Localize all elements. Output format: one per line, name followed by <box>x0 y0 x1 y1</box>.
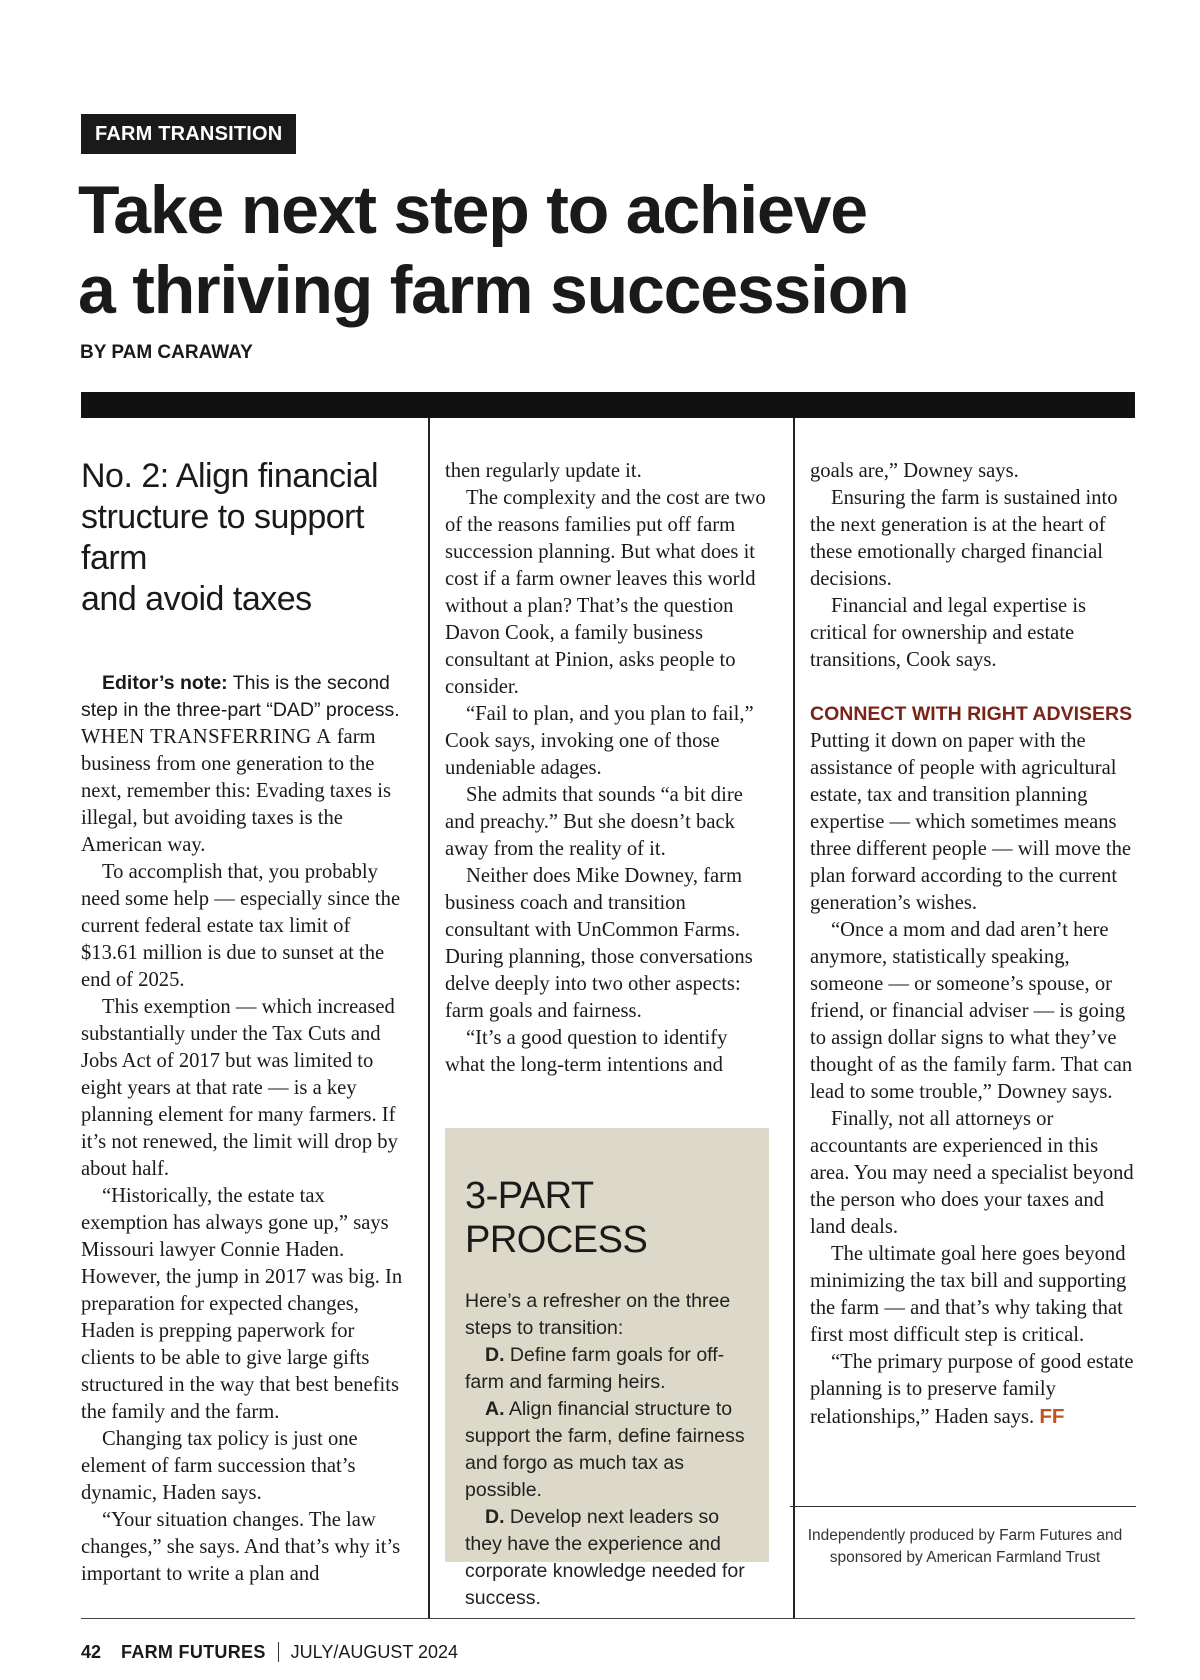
byline: BY PAM CARAWAY <box>80 342 253 363</box>
article-column-2 <box>445 458 771 1079</box>
process-sidebar <box>445 1128 769 1609</box>
body-paragraph: Neither does Mike Downey, farm business coach and transition consultant with UnCommon Farms. During planning, those conversations delve deeply into two other aspects: farm goals and fairness. <box>445 865 753 1022</box>
body-paragraph: “Your situation changes. The law changes,” she says. And that’s why it’s important to write a plan and <box>81 1509 401 1585</box>
body-paragraph: “Fail to plan, and you plan to fail,” Cook says, invoking one of those undeniable adages. <box>445 703 754 779</box>
end-signoff: FF <box>1039 1405 1065 1428</box>
sidebar-step <box>465 1504 749 1612</box>
column-divider-1 <box>428 418 430 1618</box>
column-divider-2 <box>793 418 795 1618</box>
deck-line-3: and avoid taxes <box>81 580 312 618</box>
headline-line-1: Take next step to achieve <box>78 172 867 248</box>
body-paragraph: The complexity and the cost are two of the reasons families put off farm succession planning. But what does it cost if a farm owner leaves this world without a plan? That’s the question Davon Cook, a family business consultant at Pinion, asks people to consider. <box>445 487 766 698</box>
sponsor-note <box>800 1525 1130 1569</box>
editors-note-text: This is the second step in the three-part “DAD” process. <box>81 672 400 721</box>
step-letter: A. <box>485 1398 505 1420</box>
step-letter: D. <box>485 1506 505 1528</box>
sponsor-line-1: Independently produced by Farm Futures and <box>807 1527 1123 1544</box>
body-paragraph: Ensuring the farm is sustained into the next generation is at the heart of these emotionally charged financial decisions. <box>810 487 1118 590</box>
sidebar-step <box>465 1342 749 1396</box>
issue-date: JULY/AUGUST 2024 <box>290 1642 459 1662</box>
body-paragraph: To accomplish that, you probably need some help — especially since the current federal estate tax limit of $13.61 million is due to sunset at the end of 2025. <box>81 861 401 991</box>
magazine-name: FARM FUTURES <box>121 1642 266 1662</box>
article-column-1 <box>81 456 407 1588</box>
page-footer <box>81 1640 458 1664</box>
step-text: Align financial structure to support the farm, define fairness and forgo as much tax as possible. <box>465 1398 745 1501</box>
section-subhead: CONNECT WITH RIGHT ADVISERS <box>810 703 1133 725</box>
body-paragraph: This exemption — which increased substantially under the Tax Cuts and Jobs Act of 2017 but was limited to eight years at that rate — is a key planning element for many farmers. If it’s not renewed, the limit will drop by about half. <box>81 996 398 1180</box>
footer-separator <box>278 1642 279 1662</box>
header-rule-bar <box>81 392 1135 418</box>
step-text: Develop next leaders so they have the experience and corporate knowledge needed for success. <box>465 1506 745 1609</box>
footer-rule <box>81 1618 1135 1619</box>
final-paragraph-text: “The primary purpose of good estate planning is to preserve family relationships,” Haden says. <box>810 1351 1134 1428</box>
body-paragraph: Changing tax policy is just one element of farm succession that’s dynamic, Haden says. <box>81 1428 358 1504</box>
lead-in-caps: WHEN TRANSFERRING A <box>81 726 332 748</box>
article-column-3 <box>810 458 1136 1431</box>
sponsor-rule <box>790 1506 1136 1507</box>
editors-note-label: Editor’s note: <box>102 672 228 694</box>
sponsor-line-2: sponsored by American Farmland Trust <box>829 1549 1101 1566</box>
lead-in-rest: farm business from one generation to the next, remember this: Evading taxes is illegal, but avoiding taxes is the American way. <box>81 726 391 856</box>
body-paragraph: She admits that sounds “a bit dire and preachy.” But she doesn’t back away from the reality of it. <box>445 784 743 860</box>
body-paragraph: Finally, not all attorneys or accountants are experienced in this area. You may need a specialist beyond the person who does your taxes and land deals. <box>810 1108 1134 1238</box>
body-paragraph: Financial and legal expertise is critical for ownership and estate transitions, Cook says. <box>810 595 1087 671</box>
article-headline <box>78 170 1138 330</box>
editors-note <box>81 670 407 724</box>
body-paragraph: “Historically, the estate tax exemption has always gone up,” says Missouri lawyer Connie Haden. However, the jump in 2017 was big. In preparation for expected changes, Haden is prepping paperwork for clients to be able to give large gifts structured in the way that best benefits the family and the farm. <box>81 1185 403 1423</box>
deck-line-1: No. 2: Align financial <box>81 457 379 495</box>
body-paragraph: Putting it down on paper with the assistance of people with agricultural estate, tax and transition planning expertise — which sometimes means three different people — will move the plan forward according to the current generation’s wishes. <box>810 730 1132 914</box>
body-paragraph: “Once a mom and dad aren’t here anymore, statistically speaking, someone — or someone’s spouse, or friend, or financial adviser — is going to assign dollar signs to what they’ve thought of as the family farm. That can lead to some trouble,” Downey says. <box>810 919 1133 1103</box>
section-kicker: FARM TRANSITION <box>81 114 296 154</box>
lead-paragraph <box>81 724 407 859</box>
step-text: Define farm goals for off-farm and farming heirs. <box>465 1344 725 1393</box>
body-paragraph: The ultimate goal here goes beyond minimizing the tax bill and supporting the farm — and that’s why taking that first most difficult step is critical. <box>810 1243 1127 1346</box>
sidebar-intro: Here’s a refresher on the three steps to transition: <box>465 1290 731 1339</box>
deck-line-2: structure to support farm <box>81 498 364 577</box>
step-letter: D. <box>485 1344 505 1366</box>
headline-line-2: a thriving farm succession <box>78 252 909 328</box>
article-deck <box>81 456 407 620</box>
page-number: 42 <box>81 1642 102 1662</box>
final-paragraph <box>810 1349 1136 1431</box>
body-paragraph: then regularly update it. <box>445 460 642 482</box>
sidebar-step <box>465 1396 749 1504</box>
sidebar-title: 3-PART PROCESS <box>465 1175 648 1261</box>
body-paragraph: “It’s a good question to identify what the long-term intentions and <box>445 1027 728 1076</box>
body-paragraph: goals are,” Downey says. <box>810 460 1019 482</box>
